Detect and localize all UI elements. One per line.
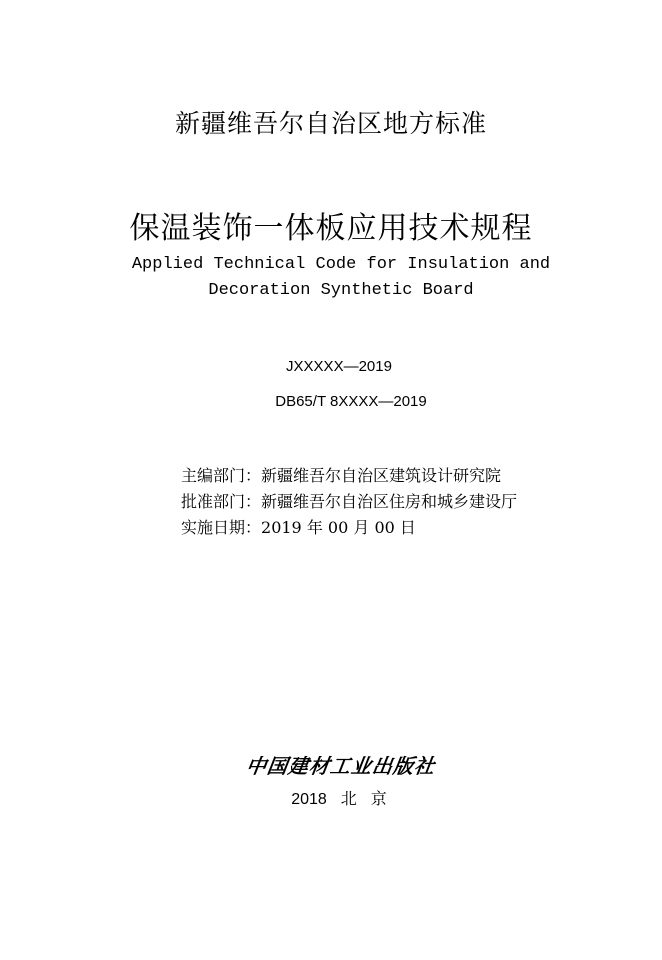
approval-department-value: 新疆维吾尔自治区住房和城乡建设厅 xyxy=(261,492,518,511)
publication-city-char1: 北 xyxy=(340,791,357,808)
publication-city-char2: 京 xyxy=(370,791,387,808)
publication-year: 2018 xyxy=(291,791,327,808)
editor-department-value: 新疆维吾尔自治区建筑设计研究院 xyxy=(261,466,502,485)
effective-date-label: 实施日期： xyxy=(181,518,262,537)
effective-date-row xyxy=(181,518,416,538)
editor-department-row xyxy=(181,466,501,486)
standard-code-primary: JXXXXX—2019 xyxy=(286,358,392,375)
standard-code-secondary: DB65/T 8XXXX—2019 xyxy=(275,393,427,410)
publisher-logo-text: 中国建材工业出版社 xyxy=(244,754,437,778)
document-title-english-line1: Applied Technical Code for Insulation and xyxy=(131,255,551,274)
approval-department-row xyxy=(181,492,517,512)
document-title-english-line2: Decoration Synthetic Board xyxy=(208,281,474,300)
approval-department-label: 批准部门： xyxy=(181,492,262,511)
publication-year-city xyxy=(8,786,662,809)
standard-series-title: 新疆维吾尔自治区地方标准 xyxy=(174,109,487,138)
editor-department-label: 主编部门： xyxy=(181,466,262,485)
effective-date-value: 2019 年 00 月 00 日 xyxy=(261,518,416,537)
document-title-chinese: 保温装饰一体板应用技术规程 xyxy=(129,211,533,246)
